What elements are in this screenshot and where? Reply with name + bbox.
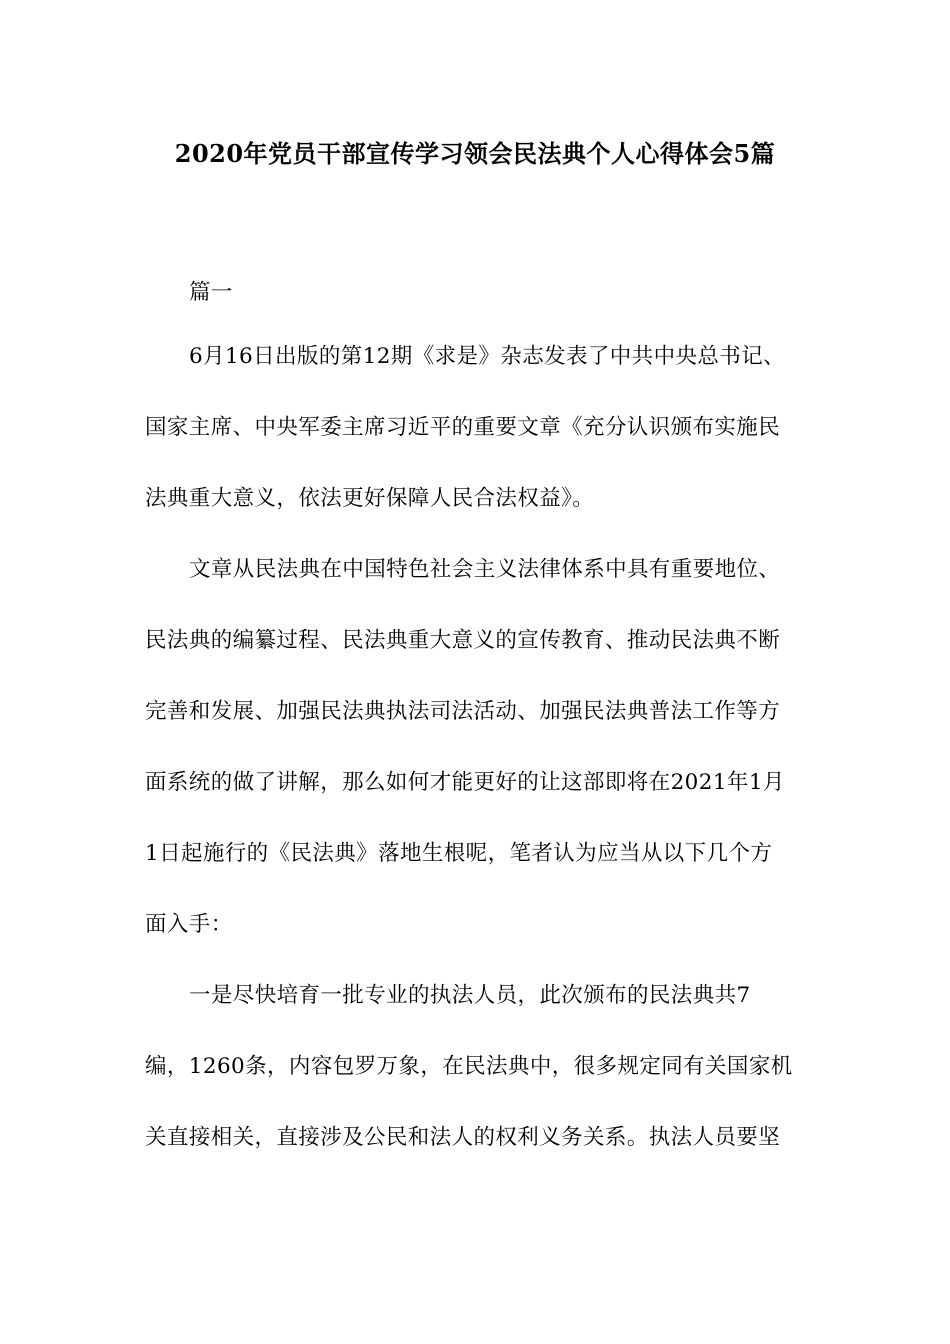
paragraph-line: 完善和发展、加强民法典执法司法活动、加强民法典普法工作等方 xyxy=(145,699,781,724)
paragraph-line: 面系统的做了讲解，那么如何才能更好的让这部即将在2021年1月 xyxy=(145,770,785,795)
paragraph-line: 关直接相关，直接涉及公民和法人的权利义务关系。执法人员要坚 xyxy=(145,1125,781,1150)
paragraph-line: 编，1260条，内容包罗万象，在民法典中，很多规定同有关国家机 xyxy=(145,1054,793,1079)
document-title: 2020年党员干部宣传学习领会民法典个人心得体会5篇 xyxy=(174,139,776,168)
paragraph-line: 面入手： xyxy=(145,912,233,937)
paragraph-line: 国家主席、中央军委主席习近平的重要文章《充分认识颁布实施民 xyxy=(145,415,781,440)
paragraph-line: 6月16日出版的第12期《求是》杂志发表了中共中央总书记、 xyxy=(189,344,785,369)
paragraph-line: 一是尽快培育一批专业的执法人员，此次颁布的民法典共7 xyxy=(189,983,751,1008)
paragraph-line: 民法典的编纂过程、民法典重大意义的宣传教育、推动民法典不断 xyxy=(145,628,781,653)
paragraph-line: 法典重大意义，依法更好保障人民合法权益》。 xyxy=(145,486,595,511)
paragraph-line: 文章从民法典在中国特色社会主义法律体系中具有重要地位、 xyxy=(189,557,781,582)
paragraph-line: 1日起施行的《民法典》落地生根呢，笔者认为应当从以下几个方 xyxy=(145,841,773,866)
section-heading: 篇一 xyxy=(189,280,233,305)
